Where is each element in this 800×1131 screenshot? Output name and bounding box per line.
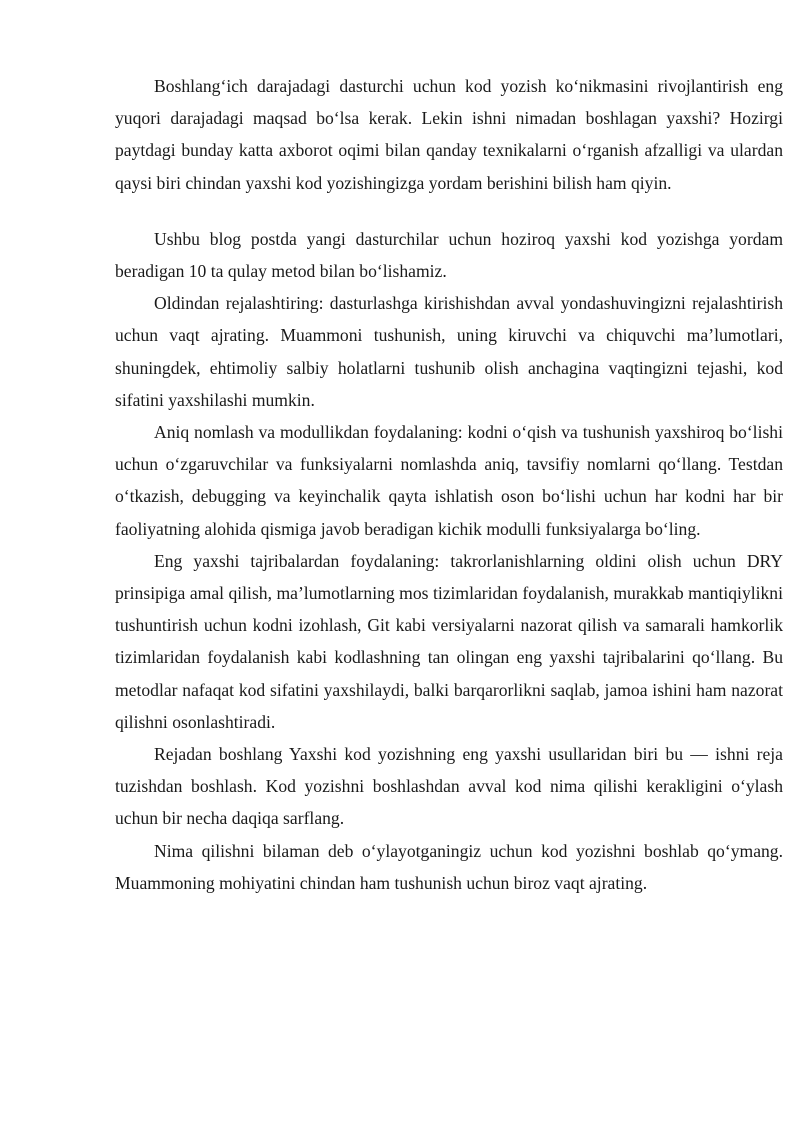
- paragraph-naming-modularity: Aniq nomlash va modullikdan foydalaning: kodni o‘qish va tushunish yaxshiroq bo‘lishi uchun o‘zgaruvchilar va funksiyalarni nomlashda aniq, tavsifiy nomlarni qo‘llang. Testdan o‘tkazish, debugging va keyinchalik qayta ishlatish oson bo‘lishi uchun har kodni har bir faoliyatning alohida qismiga javob beradigan kichik modulli funksiyalarga bo‘ling.: [115, 422, 783, 539]
- paragraph-best-practices: Eng yaxshi tajribalardan foydalaning: takrorlanishlarning oldini olish uchun DRY prinsipiga amal qilish, ma’lumotlarning mos tizimlaridan foydalanish, murakkab mantiqiylikni tushuntirish uchun kodni izohlash, Git kabi versiyalarni nazorat qilish va samarali hamkorlik tizimlaridan foydalanish kabi kodlashning tan olingan eng yaxshi tajribalarini qo‘llang. Bu metodlar nafaqat kod sifatini yaxshilaydi, balki barqarorlikni saqlab, jamoa ishini ham nazorat qilishni osonlashtiradi.: [115, 550, 783, 732]
- paragraph-blog-post: Ushbu blog postda yangi dasturchilar uchun hoziroq yaxshi kod yozishga yordam beradigan 10 ta qulay metod bilan bo‘lishamiz.: [115, 228, 783, 282]
- document-body: [115, 70, 783, 899]
- paragraph-start-with-plan: Rejadan boshlang Yaxshi kod yozishning eng yaxshi usullaridan biri bu — ishni reja tuzishdan boshlash. Kod yozishni boshlashdan avval kod nima qilishi kerakligini o‘ylash uchun bir necha daqiqa sarflang.: [115, 744, 783, 829]
- paragraph-intro: Boshlang‘ich darajadagi dasturchi uchun kod yozish ko‘nikmasini rivojlantirish eng yuqori darajadagi maqsad bo‘lsa kerak. Lekin ishni nimadan boshlagan yaxshi? Hozirgi paytdagi bunday katta axborot oqimi bilan qanday texnikalarni o‘rganish afzalligi va ulardan qaysi biri chindan yaxshi kod yozishingizga yordam berishini bilish ham qiyin.: [115, 76, 783, 193]
- paragraph-understand-problem: Nima qilishni bilaman deb o‘ylayotganingiz uchun kod yozishni boshlab qo‘ymang. Muammoning mohiyatini chindan ham tushunish uchun biroz vaqt ajrating.: [115, 840, 783, 893]
- paragraph-plan-ahead: Oldindan rejalashtiring: dasturlashga kirishishdan avval yondashuvingizni rejalashtirish uchun vaqt ajrating. Muammoni tushunish, uning kiruvchi va chiquvchi ma’lumotlari, shuningdek, ehtimoliy salbiy holatlarni tushunib olish anchagina vaqtingizni tejashi, kod sifatini yaxshilashi mumkin.: [115, 293, 783, 410]
